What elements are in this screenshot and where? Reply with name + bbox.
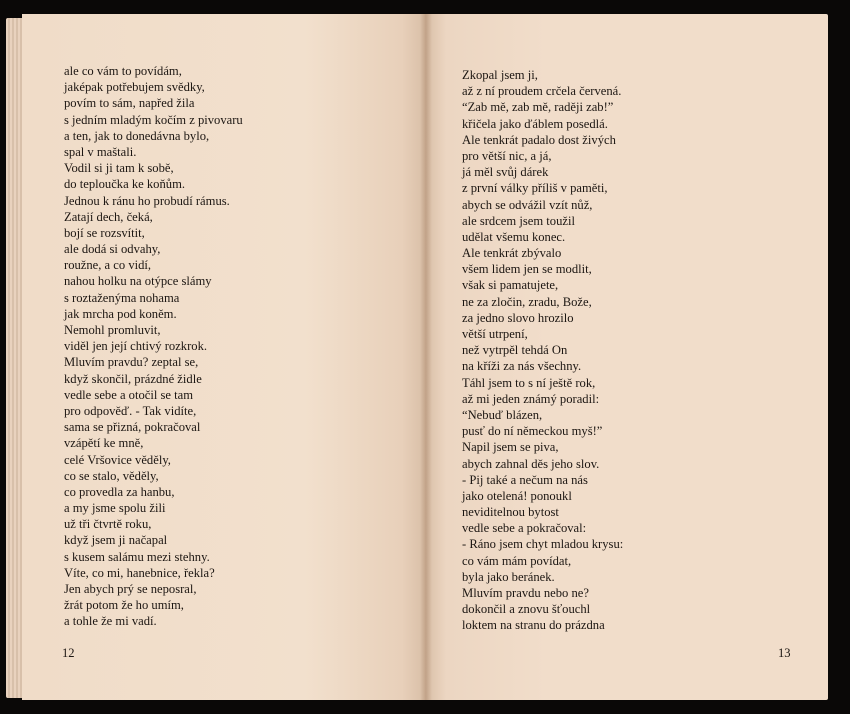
poem-line: abych se odvážil vzít nůž, bbox=[462, 197, 593, 212]
poem-line: jak mrcha pod koněm. bbox=[64, 306, 177, 321]
poem-line: roužne, a co vidí, bbox=[64, 258, 152, 273]
book-gutter bbox=[420, 14, 432, 700]
poem-line: křičela jako ďáblem posedlá. bbox=[462, 116, 608, 131]
poem-line: když jsem ji načapal bbox=[64, 533, 168, 548]
poem-line: žrát potom že ho umím, bbox=[64, 598, 184, 613]
poem-line: sama se přizná, pokračoval bbox=[64, 420, 201, 435]
poem-line: loktem na stranu do prázdna bbox=[462, 618, 605, 633]
poem-line: abych zahnal děs jeho slov. bbox=[462, 456, 600, 471]
poem-line: za jedno slovo hrozilo bbox=[462, 310, 574, 325]
poem-line: - Pij také a nečum na nás bbox=[462, 472, 588, 487]
left-page-text bbox=[64, 63, 243, 630]
poem-line: Zatají dech, čeká, bbox=[64, 209, 153, 224]
poem-line: z první války příliš v paměti, bbox=[462, 181, 608, 196]
poem-line: ale dodá si odvahy, bbox=[64, 242, 161, 257]
poem-line: do teploučka ke koňům. bbox=[64, 177, 186, 192]
poem-line: co vám mám povídat, bbox=[462, 553, 572, 568]
poem-line: nahou holku na otýpce slámy bbox=[64, 274, 212, 289]
right-page-number: 13 bbox=[778, 646, 791, 660]
poem-line: Ale tenkrát zbývalo bbox=[462, 246, 562, 261]
poem-line: Mluvím pravdu? zeptal se, bbox=[64, 355, 199, 370]
poem-line: “Zab mě, zab mě, raději zab!” bbox=[462, 100, 614, 115]
poem-line: viděl jen její chtivý rozkrok. bbox=[64, 339, 208, 354]
poem-line: však si pamatujete, bbox=[462, 278, 559, 293]
poem-line: povím to sám, napřed žila bbox=[64, 96, 195, 111]
poem-line: na kříži za nás všechny. bbox=[462, 359, 582, 374]
poem-line: vedle sebe a pokračoval: bbox=[462, 521, 587, 536]
poem-line: Táhl jsem to s ní ještě rok, bbox=[462, 375, 596, 390]
poem-line: a tohle že mi vadí. bbox=[64, 614, 157, 629]
poem-line: jako otelená! ponoukl bbox=[462, 488, 572, 503]
poem-line: dokončil a znovu šťouchl bbox=[462, 602, 591, 617]
poem-line: Nemohl promluvit, bbox=[64, 323, 161, 337]
poem-line: celé Vršovice věděly, bbox=[64, 452, 171, 467]
poem-line: s kusem salámu mezi stehny. bbox=[64, 549, 210, 564]
poem-line: než vytrpěl tehdá On bbox=[462, 343, 568, 358]
poem-line: a ten, jak to donedávna bylo, bbox=[64, 128, 210, 143]
poem-line: neviditelnou bytost bbox=[462, 505, 559, 520]
poem-line: Mluvím pravdu nebo ne? bbox=[462, 586, 589, 600]
poem-line: “Nebuď blázen, bbox=[462, 407, 543, 422]
left-page-number: 12 bbox=[62, 646, 75, 660]
poem-line: udělat všemu konec. bbox=[462, 229, 566, 244]
poem-line: pusť do ní německou myš!” bbox=[462, 424, 603, 439]
poem-line: Vodil si ji tam k sobě, bbox=[64, 161, 174, 176]
poem-line: Jen abych prý se neposral, bbox=[64, 582, 197, 596]
poem-line: Napil jsem se piva, bbox=[462, 440, 559, 455]
poem-line: když skončil, prázdné židle bbox=[64, 371, 202, 386]
poem-line: - Ráno jsem chyt mladou krysu: bbox=[462, 537, 624, 552]
poem-line: ale srdcem jsem toužil bbox=[462, 213, 575, 228]
poem-line: já měl svůj dárek bbox=[462, 165, 549, 180]
poem-line: až mi jeden známý poradil: bbox=[462, 391, 600, 406]
poem-line: co se stalo, věděly, bbox=[64, 468, 159, 483]
poem-line: ale co vám to povídám, bbox=[64, 64, 182, 78]
poem-line: větší utrpení, bbox=[462, 327, 528, 341]
right-page-text bbox=[462, 67, 623, 634]
poem-line: Víte, co mi, hanebnice, řekla? bbox=[64, 565, 215, 580]
poem-line: Zkopal jsem ji, bbox=[462, 68, 538, 82]
poem-line: pro větší nic, a já, bbox=[462, 148, 552, 163]
poem-line: bojí se rozsvítit, bbox=[64, 225, 145, 240]
poem-line: už tři čtvrtě roku, bbox=[64, 517, 152, 532]
poem-line: a my jsme spolu žili bbox=[64, 501, 166, 516]
poem-line: Jednou k ránu ho probudí rámus. bbox=[64, 193, 230, 208]
poem-line: až z ní proudem crčela červená. bbox=[462, 84, 622, 99]
poem-line: co provedla za hanbu, bbox=[64, 484, 175, 499]
poem-line: spal v maštali. bbox=[64, 144, 137, 159]
poem-line: Ale tenkrát padalo dost živých bbox=[462, 132, 616, 147]
poem-line: pro odpověď. - Tak vidíte, bbox=[64, 403, 197, 418]
poem-line: vzápětí ke mně, bbox=[64, 436, 144, 451]
poem-line: byla jako beránek. bbox=[462, 569, 555, 584]
poem-line: vedle sebe a otočil se tam bbox=[64, 387, 194, 402]
poem-line: s roztaženýma nohama bbox=[64, 290, 180, 305]
poem-line: s jedním mladým kočím z pivovaru bbox=[64, 112, 243, 127]
poem-line: všem lidem jen se modlit, bbox=[462, 262, 592, 277]
poem-line: ne za zločin, zradu, Bože, bbox=[462, 294, 592, 309]
poem-line: jaképak potřebujem svědky, bbox=[64, 80, 205, 95]
